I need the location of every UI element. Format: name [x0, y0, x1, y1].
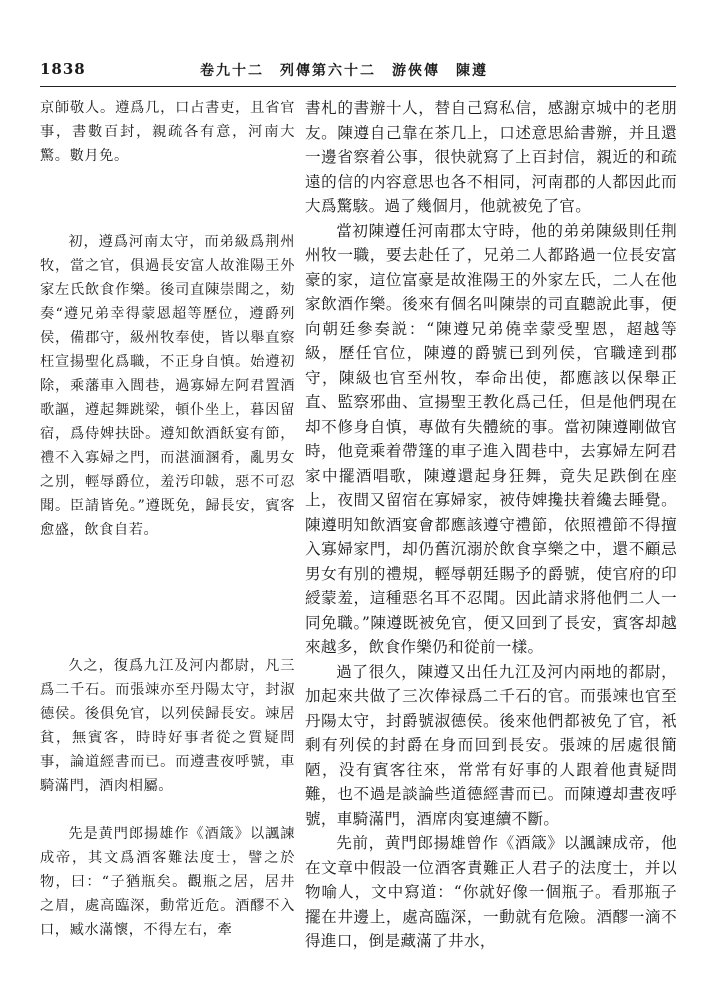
original-paragraph: 京師敬人。遵爲几，口占書吏，且省官事，書數百封，親疏各有意，河南大驚。數月免。	[40, 100, 295, 164]
translation-paragraph: 先前，黄門郎揚雄曾作《酒箴》以諷諫成帝，他在文章中假設一位酒客責難正人君子的法度士，并以物喻人，文中寫道：“你就好像一個瓶子。看那瓶子擺在井邊上，處高臨深，一動就有危險。酒醪一滴不得進口，倒是藏滿了井水，	[305, 834, 677, 950]
translation-paragraph: 書札的書辦十人，替自己寫私信，感謝京城中的老朋友。陳遵自己靠在茶几上，口述意思給書辦，并且還一邊省察着公事，很快就寫了上百封信，親近的和疏遠的信的内容意思也各不相同，河南郡的人都因此而大爲驚駭。過了幾個月，他就被免了官。	[305, 99, 677, 215]
translation-text-column	[305, 96, 677, 954]
original-paragraph: 初，遵爲河南太守，而弟級爲荆州牧，當之官，俱過長安富人故淮陽王外家左氏飲食作樂。後司直陳崇聞之，劾奏“遵兄弟幸得蒙恩超等歷位，遵爵列侯，備郡守，級州牧奉使，皆以舉直察枉宣揚聖化爲職，不正身自慎。始遵初除，乘藩車入閭巷，過寡婦左阿君置酒歌謳，遵起舞跳梁，頓仆坐上，暮因留宿，爲侍婢扶卧。遵知飲酒飫宴有節，禮不入寡婦之門，而湛湎溷肴，亂男女之別，輕辱爵位，羞汚印韍，惡不可忍聞。臣請皆免。”遵既免，歸長安，賓客愈盛，飲食自若。	[40, 234, 295, 538]
translation-paragraph: 過了很久，陳遵又出任九江及河内兩地的都尉，加起來共做了三次俸禄爲二千石的官。而張竦也官至丹陽太守，封爵號淑德侯。後來他們都被免了官，衹剩有列侯的封爵在身而回到長安。張竦的居處很簡陋，没有賓客往來，常常有好事的人跟着他責疑問難，也不過是談論些道德經書而已。而陳遵却晝夜呼號，車騎滿門，酒席肉宴連續不斷。	[305, 662, 677, 828]
original-paragraph: 久之，復爲九江及河内都尉，凡三爲二千石。而張竦亦至丹陽太守，封淑德侯。後俱免官，以列侯歸長安。竦居貧，無賓客，時時好事者從之質疑問事，論道經書而已。而遵晝夜呼號，車騎滿門，酒肉相屬。	[40, 658, 295, 794]
running-header: 卷九十二 列傳第六十二 游俠傳 陳遵	[200, 63, 488, 79]
page-number: 1838	[40, 60, 86, 78]
translation-paragraph: 當初陳遵任河南郡太守時，他的弟弟陳級則任荆州牧一職，要去赴任了，兄弟二人都路過一位長安富豪的家，這位富豪是故淮陽王的外家左氏，二人在他家飲酒作樂。後來有個名叫陳崇的司直聽說此事，便向朝廷參奏説：“陳遵兄弟僥幸蒙受聖恩，超越等級，歷任官位，陳遵的爵號已到列侯，官職達到郡守，陳級也官至州牧，奉命出使，都應該以保舉正直、監察邪曲、宣揚聖王教化爲己任，但是他們現在却不修身自慎，專做有失體統的事。當初陳遵剛做官時，他竟乘着帶篷的車子進入閭巷中，去寡婦左阿君家中擺酒唱歌，陳遵還起身狂舞，竟失足跌倒在座上，夜間又留宿在寡婦家，被侍婢攙扶着纔去睡覺。陳遵明知飲酒宴會都應該遵守禮節，依照禮節不得擅入寡婦家門，却仍舊沉溺於飲食享樂之中，還不顧忌男女有別的禮規，輕辱朝廷賜予的爵號，使官府的印綬蒙羞，這種惡名耳不忍聞。因此請求將他們二人一同免職。”陳遵既被免官，便又回到了長安，賓客却越來越多，飲食作樂仍和從前一樣。	[305, 221, 677, 656]
header-rule	[40, 86, 676, 87]
original-paragraph: 先是黄門郎揚雄作《酒箴》以諷諫成帝，其文爲酒客難法度士，譬之於物，曰：“子猶瓶矣。觀瓶之居，居井之眉，處高臨深，動常近危。酒醪不入口，臧水滿懷，不得左右，牽	[40, 826, 295, 938]
